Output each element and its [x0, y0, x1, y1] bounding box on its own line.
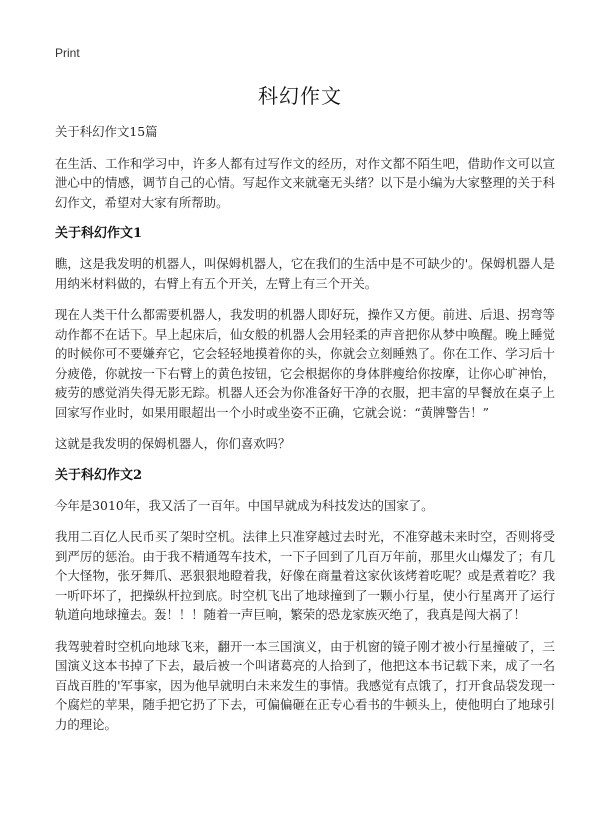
print-link[interactable]: Print	[55, 46, 80, 60]
page-title: 科幻作文	[258, 84, 342, 108]
section-heading-2: 关于科幻作文2	[55, 467, 143, 483]
section-2-paragraph-1: 今年是3010年，我又活了一百年。中国早就成为科技发达的国家了。	[55, 497, 434, 513]
article-subtitle: 关于科幻作文15篇	[55, 124, 158, 139]
section-heading-1: 关于科幻作文1	[55, 226, 143, 241]
article-body	[55, 122, 555, 746]
intro-paragraph: 在生活、工作和学习中，许多人都有过写作文的经历，对作文都不陌生吧，借助作文可以宣泄心中的情感，调节自己的心情。写起作文来就毫无头绪？以下是小编为大家整理的关于科幻作文，希望对大家有所帮助。	[55, 155, 555, 210]
section-2-paragraph-2: 我用二百亿人民币买了架时空机。法律上只准穿越过去时光，不准穿越未来时空，否则将受到严厉的惩治。由于我不精通驾车技术，一下子回到了几百万年前，那里火山爆发了；有几个大怪物，张牙舞爪、恶狠狠地瞪着我，好像在商量着这家伙该烤着吃呢？或是煮着吃？我一听吓坏了，把操纵杆拉到底。时空机飞出了地球撞到了一颗小行星，使小行星离开了运行轨道向地球撞去。轰！！！随着一声巨响，繁荣的恐龙家族灭绝了，我真是闯大祸了！	[55, 529, 555, 622]
section-1-paragraph-3: 这就是我发明的保姆机器人，你们喜欢吗？	[55, 436, 291, 451]
section-2-paragraph-3: 我驾驶着时空机向地球飞来，翻开一本三国演义，由于机窗的镜子刚才被小行星撞破了，三国演义这本书掉了下去，最后被一个叫诸葛亮的人拾到了，他把这本书记载下来，成了一名百战百胜的'军事家，因为他早就明白未来发生的事情。我感觉有点饿了，打开食品袋发现一个腐烂的苹果，随手把它扔了下去，可偏偏砸在正专心看书的牛顿头上，使他明白了地球引力的理论。	[55, 638, 555, 732]
section-1-paragraph-1: 瞧，这是我发明的机器人，叫保姆机器人，它在我们的生活中是不可缺少的'。保姆机器人是用纳米材料做的，右臂上有五个开关，左臂上有三个开关。	[55, 256, 555, 291]
section-1-paragraph-2: 现在人类干什么都需要机器人，我发明的机器人即好玩，操作又方便。前进、后退、拐弯等动作都不在话下。早上起床后，仙女般的机器人会用轻柔的声音把你从梦中唤醒。晚上睡觉的时候你可不要嫌弃它，它会轻轻地摸着你的头，你就会立刻睡熟了。你在工作、学习后十分疲倦，你就按一下右臂上的黄色按钮，它会根据你的身体胖瘦给你按摩，让你心旷神怡，疲劳的感觉消失得无影无踪。机器人还会为你准备好干净的衣服，把丰富的早餐放在桌子上回家写作业时，如果用眼超出一个小时或坐姿不正确，它就会说：“黄牌警告！”	[55, 307, 555, 420]
